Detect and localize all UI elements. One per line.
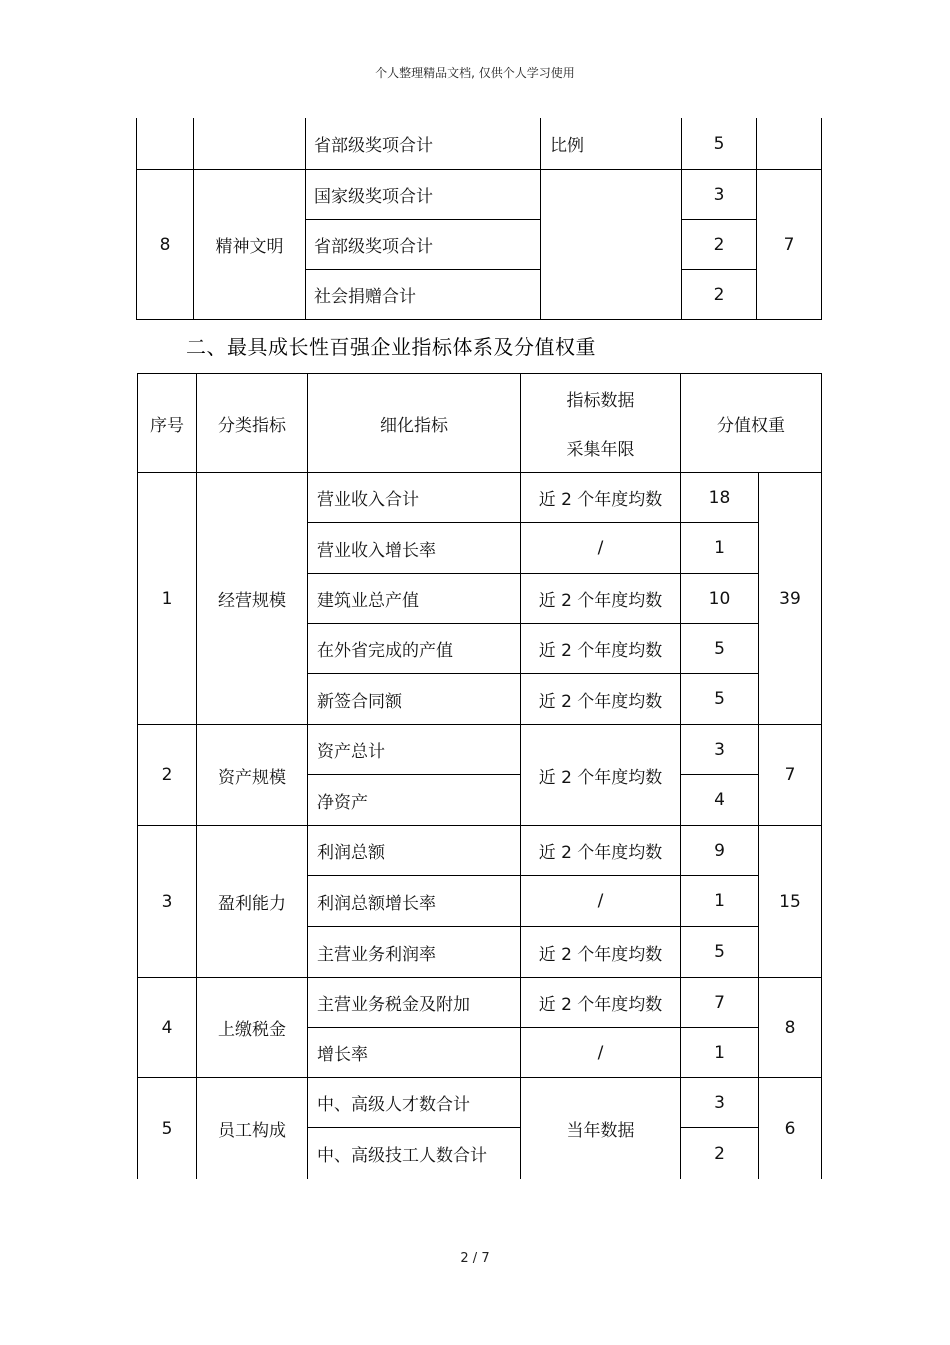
category-cell: 资产规模 xyxy=(218,767,286,788)
total-cell: 8 xyxy=(784,1017,796,1038)
score-cell: 1 xyxy=(714,538,725,558)
total-cell: 39 xyxy=(779,588,801,609)
score-cell: 2 xyxy=(713,284,725,305)
score-cell: 10 xyxy=(708,588,731,609)
score-cell: 3 xyxy=(714,1092,725,1113)
indicator-cell: 主营业务利润率 xyxy=(317,944,436,965)
indicator-cell: 营业收入合计 xyxy=(317,490,419,510)
category-cell: 盈利能力 xyxy=(218,894,286,914)
indicator-cell: 资产总计 xyxy=(317,742,385,762)
score-cell: 1 xyxy=(714,891,725,911)
indicator-cell: 营业收入增长率 xyxy=(317,540,436,561)
period-cell: 近 2 个年度均数 xyxy=(538,490,663,510)
indicator-cell: 利润总额增长率 xyxy=(317,893,436,914)
header-period-line2: 采集年限 xyxy=(566,440,635,460)
index-cell: 5 xyxy=(161,1118,173,1139)
header-index: 序号 xyxy=(150,415,184,436)
indicator-cell: 增长率 xyxy=(317,1045,368,1065)
header-category: 分类指标 xyxy=(218,415,286,436)
index-cell: 4 xyxy=(161,1017,173,1038)
category-cell: 员工构成 xyxy=(218,1121,286,1141)
score-cell: 5 xyxy=(714,689,725,709)
index-cell: 8 xyxy=(159,234,171,255)
period-cell: 近 2 个年度均数 xyxy=(538,591,663,611)
indicator-cell: 省部级奖项合计 xyxy=(314,136,433,156)
score-cell: 1 xyxy=(714,1042,725,1063)
score-cell: 5 xyxy=(713,133,725,154)
header-period xyxy=(521,374,680,472)
category-cell: 上缴税金 xyxy=(218,1020,286,1040)
total-cell: 15 xyxy=(779,891,801,912)
score-cell: 5 xyxy=(714,942,725,962)
header-note: 个人整理精品文档, 仅供个人学习使用 xyxy=(375,66,575,80)
period-cell: 近 2 个年度均数 xyxy=(538,767,663,788)
category-cell: 精神文明 xyxy=(215,237,284,257)
score-cell: 7 xyxy=(714,992,725,1013)
indicator-cell: 社会捐赠合计 xyxy=(314,287,416,307)
score-cell: 9 xyxy=(714,840,725,861)
indicator-cell: 利润总额 xyxy=(317,843,385,863)
period-cell: 近 2 个年度均数 xyxy=(538,691,663,712)
indicator-cell: 主营业务税金及附加 xyxy=(317,995,470,1015)
header-detail: 细化指标 xyxy=(380,415,448,436)
indicator-cell: 国家级奖项合计 xyxy=(314,187,433,207)
category-cell: 经营规模 xyxy=(218,591,286,611)
total-cell: 6 xyxy=(784,1118,796,1139)
period-cell: 近 2 个年度均数 xyxy=(538,944,663,965)
score-cell: 2 xyxy=(713,234,725,255)
period-cell: / xyxy=(597,538,604,558)
indicator-cell: 省部级奖项合计 xyxy=(314,237,433,257)
period-cell: 近 2 个年度均数 xyxy=(538,843,663,863)
period-cell: 比例 xyxy=(550,136,584,156)
period-cell: 近 2 个年度均数 xyxy=(538,641,663,661)
score-cell: 3 xyxy=(713,184,725,205)
period-cell: 当年数据 xyxy=(566,1121,635,1141)
indicator-cell: 净资产 xyxy=(317,792,368,813)
indicator-cell: 中、高级技工人数合计 xyxy=(317,1146,487,1166)
indicator-cell: 建筑业总产值 xyxy=(317,591,419,611)
page-number: 2 / 7 xyxy=(460,1251,490,1266)
index-cell: 1 xyxy=(161,588,173,609)
total-cell: 7 xyxy=(784,765,796,785)
period-cell: 近 2 个年度均数 xyxy=(538,995,663,1015)
index-cell: 2 xyxy=(161,765,173,785)
header-period-line1: 指标数据 xyxy=(566,391,635,411)
section-title: 二、最具成长性百强企业指标体系及分值权重 xyxy=(186,335,596,359)
score-cell: 5 xyxy=(714,638,725,659)
indicator-cell: 新签合同额 xyxy=(317,691,402,712)
score-cell: 4 xyxy=(714,790,725,810)
total-cell: 7 xyxy=(783,234,795,255)
period-cell: / xyxy=(597,1042,604,1063)
header-weight: 分值权重 xyxy=(717,415,785,436)
score-cell: 3 xyxy=(714,739,725,760)
score-cell: 2 xyxy=(714,1143,725,1164)
indicator-cell: 在外省完成的产值 xyxy=(317,641,453,661)
indicator-cell: 中、高级人才数合计 xyxy=(317,1095,470,1115)
score-cell: 18 xyxy=(708,487,731,508)
period-cell: / xyxy=(597,891,604,911)
index-cell: 3 xyxy=(161,891,173,912)
